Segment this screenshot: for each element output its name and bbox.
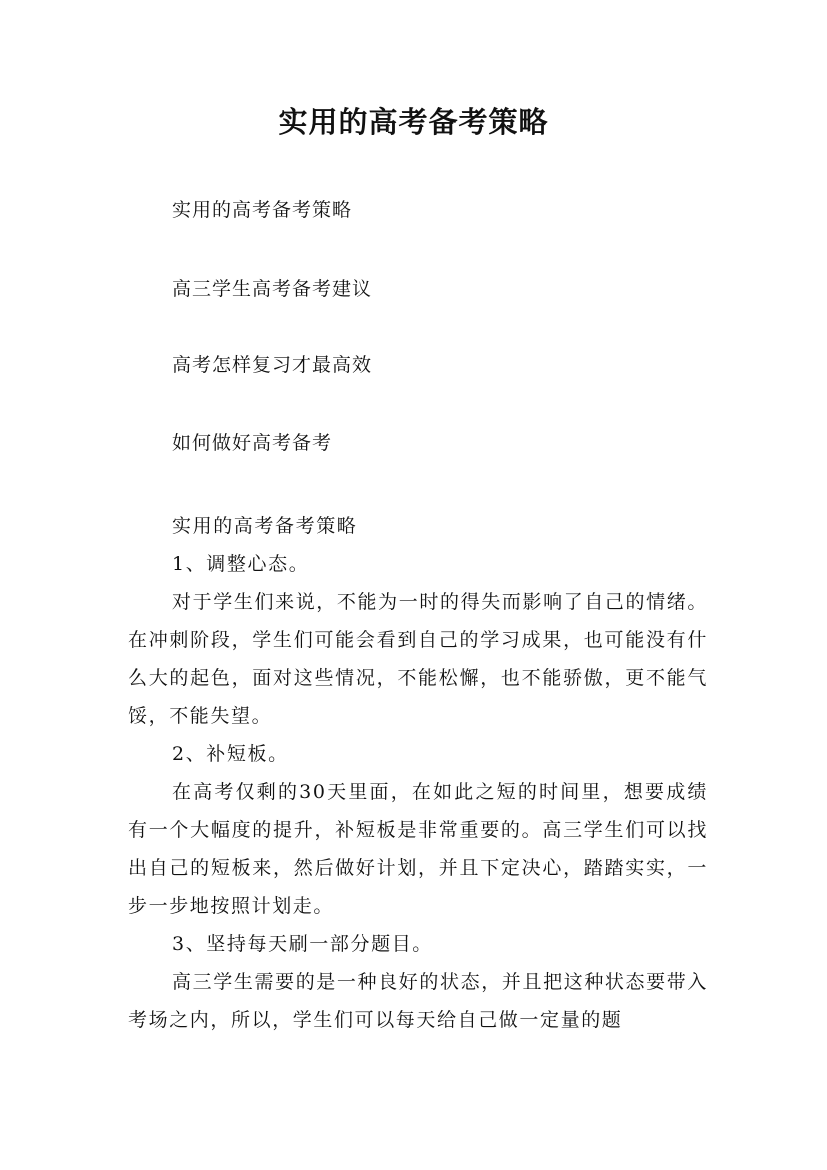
body-paragraph: 在高考仅剩的30天里面，在如此之短的时间里，想要成绩有一个大幅度的提升，补短板是非常重要的。高三学生们可以找出自己的短板来，然后做好计划，并且下定决心，踏踏实实，一步一步地按照计划走。: [128, 781, 708, 917]
numbered-heading: 2、补短板。: [172, 743, 289, 765]
numbered-heading: 1、调整心态。: [172, 553, 310, 575]
body-paragraph: 对于学生们来说，不能为一时的得失而影响了自己的情绪。在冲刺阶段，学生们可能会看到自己的学习成果，也可能没有什么大的起色，面对这些情况，不能松懈，也不能骄傲，更不能气馁，不能失望。: [128, 591, 708, 727]
body-paragraph: 高三学生需要的是一种良好的状态，并且把这种状态要带入考场之内，所以，学生们可以每天给自己做一定量的题: [128, 971, 708, 1031]
toc-item: 高三学生高考备考建议: [172, 278, 373, 300]
document-title: 实用的高考备考策略: [278, 105, 549, 139]
document-body: [128, 507, 708, 1039]
toc-item: 如何做好高考备考: [172, 432, 333, 454]
numbered-heading: 3、坚持每天刷一部分题目。: [172, 933, 433, 955]
toc-item: 实用的高考备考策略: [172, 199, 353, 221]
toc-item: 高考怎样复习才最高效: [172, 354, 373, 376]
section-heading: 实用的高考备考策略: [172, 515, 358, 537]
